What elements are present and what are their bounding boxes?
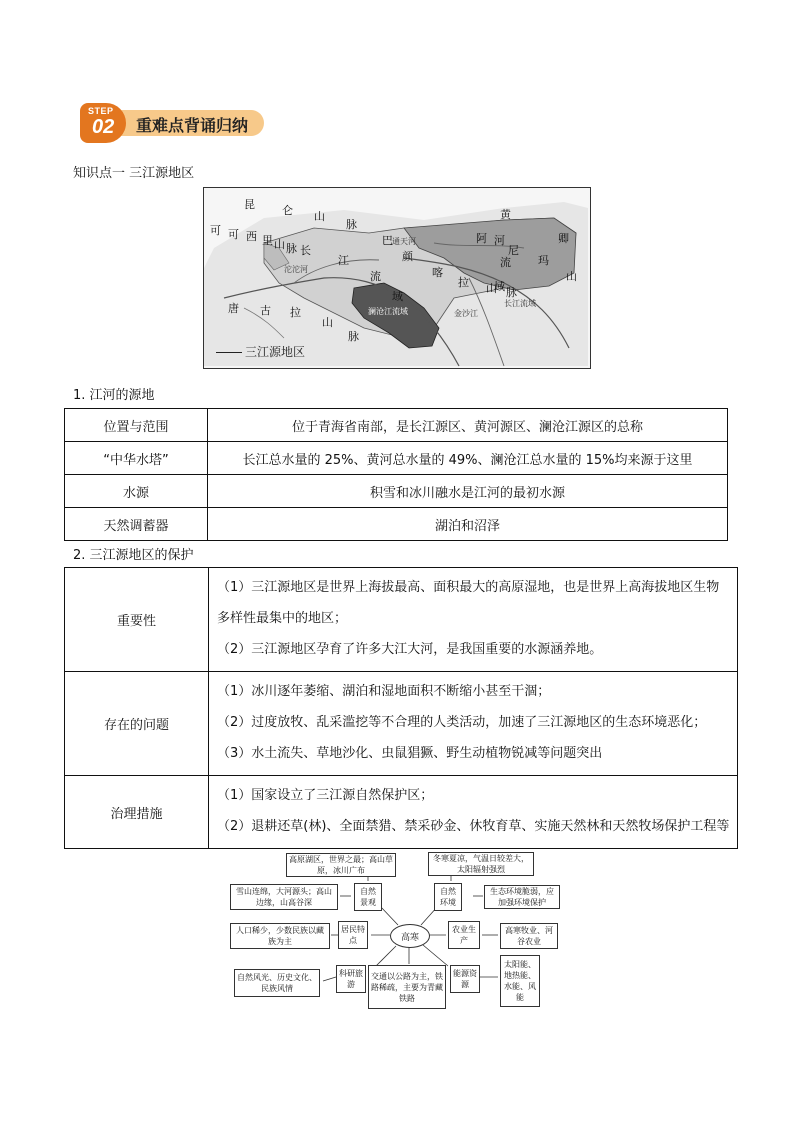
map-label-li: 里 — [262, 234, 273, 247]
map-label-xi: 西 — [246, 230, 257, 243]
table-value — [209, 568, 738, 672]
table-line: （1）冰川逐年萎缩、湖泊和湿地面积不断缩小甚至干涸； — [217, 684, 551, 699]
node-transport: 交通以公路为主，铁路稀疏，主要为青藏铁路 — [368, 965, 446, 1009]
map-label-yangtze-outflow: 长江流域 — [504, 299, 536, 308]
table-line: （2）退耕还草(林)、全面禁猎、禁采砂金、休牧育草、实施天然林和天然牧场保护工程等 — [217, 819, 730, 834]
table-key: 天然调蓄器 — [65, 508, 208, 541]
table-value: 位于青海省南部，是长江源区、黄河源区、澜沧江源区的总称 — [208, 409, 728, 442]
map-label-yb-yu: 域 — [494, 280, 505, 293]
map-label-shan1: 山 — [274, 238, 285, 251]
step-badge — [80, 103, 268, 143]
table-row — [65, 475, 728, 508]
map-label-a: 阿 — [476, 232, 487, 245]
node-env-fragile: 生态环境脆弱，应加强环境保护 — [484, 885, 560, 909]
map-label-qing: 卿 — [558, 232, 569, 245]
table-row — [65, 568, 738, 672]
node-center: 高寒 — [390, 924, 430, 948]
table-line: （2）过度放牧、乱采滥挖等不合理的人类活动，加速了三江源地区的生态环境恶化； — [217, 715, 707, 730]
node-agriculture: 农业生产 — [448, 921, 480, 949]
node-agriculture-detail: 高寒牧业、河谷农业 — [500, 923, 558, 949]
map-label-mai3: 脉 — [506, 286, 517, 299]
section1-heading: 1. 江河的源地 — [73, 388, 155, 403]
table-value — [209, 776, 738, 849]
map-label-la: 拉 — [458, 276, 469, 289]
node-residents-detail: 人口稀少，少数民族以藏族为主 — [230, 923, 330, 949]
map-legend-text: 三江源地区 — [245, 345, 306, 359]
table-line: （1）国家设立了三江源自然保护区； — [217, 788, 434, 803]
table-key: 治理措施 — [65, 776, 209, 849]
map-label-tgl-mai: 脉 — [348, 330, 359, 343]
map-drawing — [204, 188, 590, 368]
node-energy-detail: 太阳能、地热能、水能、风能 — [500, 955, 540, 1007]
map-label-tgl-shan: 山 — [322, 316, 333, 329]
table-row — [65, 672, 738, 776]
table-key: 存在的问题 — [65, 672, 209, 776]
map-label-mai2: 脉 — [346, 218, 357, 231]
table-row — [65, 776, 738, 849]
node-landscape: 自然景观 — [354, 883, 382, 911]
table-row — [65, 508, 728, 541]
map-label-gu: 古 — [260, 304, 271, 317]
table-row — [65, 409, 728, 442]
map-label-he: 河 — [494, 234, 505, 247]
protection-table — [64, 567, 738, 849]
map-label-ba: 巴 — [382, 234, 393, 247]
table-row — [65, 442, 728, 475]
badge-tab — [80, 103, 126, 143]
high-cold-diagram — [228, 851, 562, 1011]
map-label-lancang: 澜沧江流域 — [368, 307, 408, 316]
table-key: 位置与范围 — [65, 409, 208, 442]
badge-step-number: 02 — [92, 116, 115, 138]
map-label-ke2: 可 — [228, 228, 239, 241]
source-table — [64, 408, 728, 541]
map-label-ke1: 可 — [210, 224, 221, 237]
map-label-shan4: 山 — [566, 270, 577, 283]
legend-line-icon — [216, 352, 242, 353]
node-env-climate: 冬寒夏凉，气温日较差大，太阳辐射强烈 — [428, 852, 534, 876]
map-label-tongtian: 通天河 — [392, 237, 416, 246]
map-label-yu: 域 — [392, 290, 403, 303]
map-label-ni: 尼 — [508, 244, 519, 257]
table-key: 水源 — [65, 475, 208, 508]
table-line: （1）三江源地区是世界上海拔最高、面积最大的高原湿地，也是世界上高海拔地区生物多样性最集中的地区； — [217, 580, 720, 626]
table-key: “中华水塔” — [65, 442, 208, 475]
map-label-ma: 玛 — [538, 254, 549, 267]
map-legend — [216, 343, 305, 360]
map-label-jinsha: 金沙江 — [454, 309, 478, 318]
map-label-huang: 黄 — [500, 208, 511, 221]
table-line: （2）三江源地区孕育了许多大江大河，是我国重要的水源涵养地。 — [217, 642, 603, 657]
node-landscape-terrain: 雪山连绵，大河源头；高山边缘，山高谷深 — [230, 884, 338, 910]
map-label-lun: 仑 — [282, 204, 293, 217]
table-line: （3）水土流失、草地沙化、虫鼠猖獗、野生动植物锐减等问题突出 — [217, 746, 603, 761]
node-env: 自然环境 — [434, 883, 462, 911]
map-label-kun: 昆 — [244, 198, 255, 211]
sanjiangyuan-map — [203, 187, 591, 369]
map-label-liu: 流 — [370, 270, 381, 283]
map-label-ka: 喀 — [432, 266, 443, 279]
map-label-tgl-la: 拉 — [290, 306, 301, 319]
map-label-jiang: 江 — [338, 254, 349, 267]
badge-step-label: STEP — [88, 106, 114, 116]
node-landscape-detail: 高原湖区，世界之最；高山草原，冰川广布 — [286, 853, 396, 877]
node-tourism-detail: 自然风光、历史文化、民族风情 — [234, 969, 320, 997]
map-label-shan3: 山 — [486, 282, 497, 295]
section-heading: 知识点一 三江源地区 — [73, 166, 195, 181]
table-value: 长江总水量的 25%、黄河总水量的 49%、澜沧江总水量的 15%均来源于这里 — [208, 442, 728, 475]
table-value: 湖泊和沼泽 — [208, 508, 728, 541]
node-tourism: 科研旅游 — [336, 965, 366, 993]
section2-heading: 2. 三江源地区的保护 — [73, 548, 194, 563]
node-energy: 能源资源 — [450, 965, 480, 993]
map-label-yb-liu: 流 — [500, 256, 511, 269]
map-label-mai1: 脉 — [286, 242, 297, 255]
map-label-chang: 长 — [300, 244, 311, 257]
table-value: 积雪和冰川融水是江河的最初水源 — [208, 475, 728, 508]
map-label-tang: 唐 — [228, 302, 239, 315]
node-residents: 居民特点 — [338, 921, 368, 949]
table-value — [209, 672, 738, 776]
table-key: 重要性 — [65, 568, 209, 672]
badge-title: 重难点背诵归纳 — [136, 116, 249, 135]
map-label-tuotuo: 沱沱河 — [284, 265, 308, 274]
map-label-shan2: 山 — [314, 210, 325, 223]
map-label-yan: 颜 — [402, 250, 413, 263]
